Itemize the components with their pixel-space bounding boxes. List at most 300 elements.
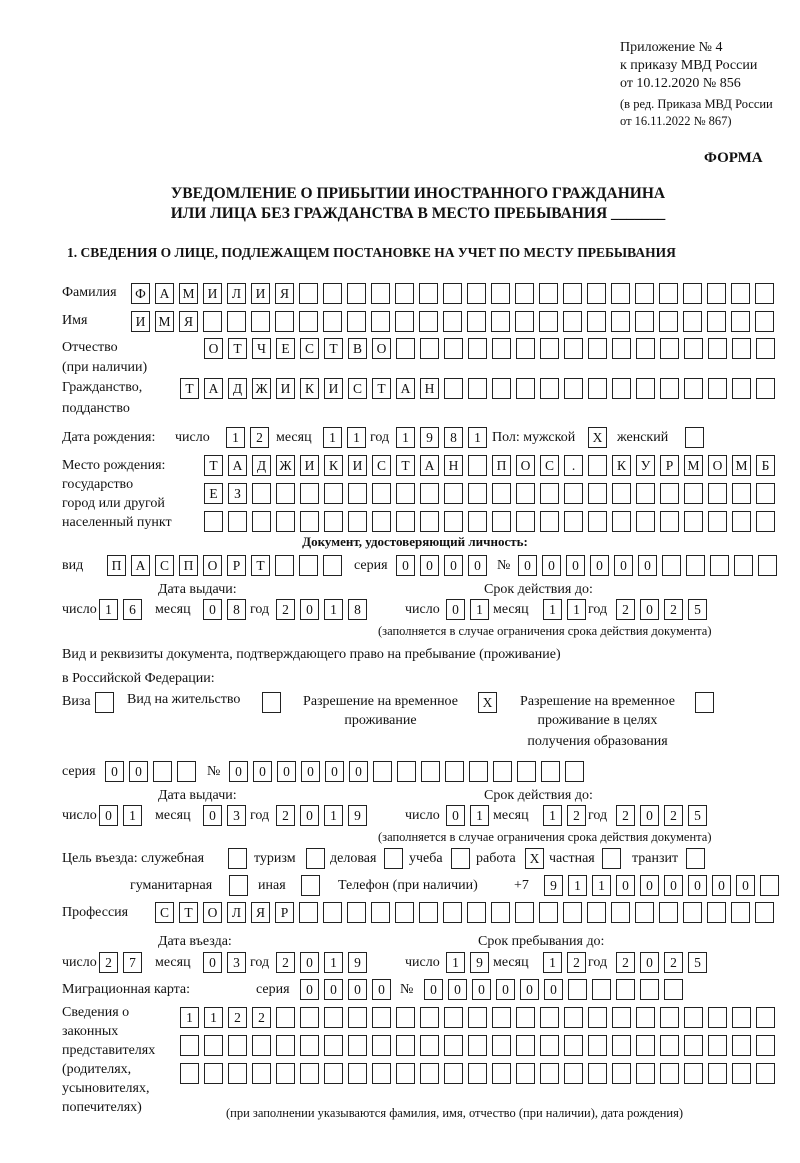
birth-day-box[interactable]: 2 (250, 427, 269, 448)
reps-1-box[interactable] (756, 1007, 775, 1028)
surname-box[interactable] (539, 283, 558, 304)
birthplace-2-box[interactable] (396, 483, 415, 504)
reps-2-box[interactable] (516, 1035, 535, 1056)
doc-number-box[interactable] (421, 761, 440, 782)
birthplace-3-box[interactable] (708, 511, 727, 532)
reps-1-box[interactable] (636, 1007, 655, 1028)
name-box[interactable] (683, 311, 702, 332)
surname-box[interactable]: Л (227, 283, 246, 304)
birthplace-2-box[interactable] (564, 483, 583, 504)
id-series-box[interactable]: 0 (420, 555, 439, 576)
phone-box[interactable] (760, 875, 779, 896)
profession-box[interactable] (611, 902, 630, 923)
phone-box[interactable]: 0 (688, 875, 707, 896)
birthplace-3-box[interactable] (396, 511, 415, 532)
id-number-box[interactable]: 0 (518, 555, 537, 576)
profession-box[interactable]: О (203, 902, 222, 923)
name-box[interactable] (251, 311, 270, 332)
name-box[interactable] (587, 311, 606, 332)
birthplace-2-box[interactable] (300, 483, 319, 504)
citizenship-box[interactable] (684, 378, 703, 399)
id-series-box[interactable]: 0 (444, 555, 463, 576)
reps-3-box[interactable] (180, 1063, 199, 1084)
surname-box[interactable] (731, 283, 750, 304)
birthplace-2-box[interactable] (612, 483, 631, 504)
surname-box[interactable] (299, 283, 318, 304)
id-issue-year-box[interactable]: 1 (324, 599, 343, 620)
doc-number-box[interactable]: 0 (277, 761, 296, 782)
patronymic-box[interactable] (516, 338, 535, 359)
birthplace-3-box[interactable] (372, 511, 391, 532)
surname-box[interactable]: Я (275, 283, 294, 304)
patronymic-box[interactable]: Ч (252, 338, 271, 359)
citizenship-box[interactable] (588, 378, 607, 399)
mc-number-box[interactable]: 0 (544, 979, 563, 1000)
citizenship-box[interactable] (540, 378, 559, 399)
doc-valid-month-box[interactable]: 1 (543, 805, 562, 826)
mc-series-box[interactable]: 0 (300, 979, 319, 1000)
mc-number-box[interactable] (616, 979, 635, 1000)
reps-3-box[interactable] (228, 1063, 247, 1084)
profession-box[interactable] (323, 902, 342, 923)
surname-box[interactable] (467, 283, 486, 304)
p-humanitarian-box[interactable] (229, 875, 248, 896)
patronymic-box[interactable] (732, 338, 751, 359)
p-tourism-box[interactable] (306, 848, 325, 869)
mc-number-box[interactable]: 0 (448, 979, 467, 1000)
profession-box[interactable] (515, 902, 534, 923)
stay-day-box[interactable]: 1 (446, 952, 465, 973)
birthplace-1-box[interactable]: . (564, 455, 583, 476)
citizenship-box[interactable]: А (396, 378, 415, 399)
citizenship-box[interactable]: И (276, 378, 295, 399)
birthplace-3-box[interactable] (660, 511, 679, 532)
profession-box[interactable] (467, 902, 486, 923)
stay-year-box[interactable]: 2 (664, 952, 683, 973)
citizenship-box[interactable]: Н (420, 378, 439, 399)
birthplace-1-box[interactable]: Б (756, 455, 775, 476)
birthplace-1-box[interactable] (468, 455, 487, 476)
citizenship-box[interactable] (468, 378, 487, 399)
profession-box[interactable] (587, 902, 606, 923)
birthplace-2-box[interactable] (252, 483, 271, 504)
reps-3-box[interactable] (636, 1063, 655, 1084)
doc-number-box[interactable] (517, 761, 536, 782)
reps-2-box[interactable] (180, 1035, 199, 1056)
birthplace-1-box[interactable]: И (300, 455, 319, 476)
reps-3-box[interactable] (540, 1063, 559, 1084)
birthplace-1-box[interactable]: Д (252, 455, 271, 476)
citizenship-box[interactable] (756, 378, 775, 399)
p-business-box[interactable] (384, 848, 403, 869)
reps-3-box[interactable] (348, 1063, 367, 1084)
stay-day-box[interactable]: 9 (470, 952, 489, 973)
doc-number-box[interactable]: 0 (229, 761, 248, 782)
doc-number-box[interactable]: 0 (349, 761, 368, 782)
reps-3-box[interactable] (732, 1063, 751, 1084)
reps-2-box[interactable] (732, 1035, 751, 1056)
id-issue-year-box[interactable]: 8 (348, 599, 367, 620)
entry-month-box[interactable]: 3 (227, 952, 246, 973)
id-valid-year-box[interactable]: 2 (664, 599, 683, 620)
name-box[interactable] (347, 311, 366, 332)
id-number-box[interactable]: 0 (614, 555, 633, 576)
reps-2-box[interactable] (636, 1035, 655, 1056)
phone-box[interactable]: 1 (592, 875, 611, 896)
id-number-box[interactable] (662, 555, 681, 576)
doc-issue-month-box[interactable]: 0 (203, 805, 222, 826)
reps-2-box[interactable] (204, 1035, 223, 1056)
birthplace-2-box[interactable]: З (228, 483, 247, 504)
birthplace-3-box[interactable] (564, 511, 583, 532)
p-work-box[interactable]: X (525, 848, 544, 869)
surname-box[interactable] (443, 283, 462, 304)
stay-year-box[interactable]: 5 (688, 952, 707, 973)
birth-year-box[interactable]: 8 (444, 427, 463, 448)
mc-series-box[interactable]: 0 (348, 979, 367, 1000)
birthplace-3-box[interactable] (756, 511, 775, 532)
reps-2-box[interactable] (300, 1035, 319, 1056)
citizenship-box[interactable]: К (300, 378, 319, 399)
profession-box[interactable] (563, 902, 582, 923)
name-box[interactable] (539, 311, 558, 332)
p-study-box[interactable] (451, 848, 470, 869)
reps-2-box[interactable] (540, 1035, 559, 1056)
doc-number-box[interactable] (373, 761, 392, 782)
birthplace-2-box[interactable] (516, 483, 535, 504)
patronymic-box[interactable] (492, 338, 511, 359)
patronymic-box[interactable] (636, 338, 655, 359)
p-private-box[interactable] (602, 848, 621, 869)
name-box[interactable] (635, 311, 654, 332)
id-valid-month-box[interactable]: 1 (543, 599, 562, 620)
birthplace-1-box[interactable]: Т (396, 455, 415, 476)
citizenship-box[interactable]: Т (180, 378, 199, 399)
birthplace-1-box[interactable]: А (228, 455, 247, 476)
phone-box[interactable]: 0 (712, 875, 731, 896)
patronymic-box[interactable] (540, 338, 559, 359)
reps-2-box[interactable] (228, 1035, 247, 1056)
reps-2-box[interactable] (444, 1035, 463, 1056)
reps-3-box[interactable] (516, 1063, 535, 1084)
reps-1-box[interactable]: 1 (204, 1007, 223, 1028)
birthplace-2-box[interactable] (684, 483, 703, 504)
birthplace-2-box[interactable] (444, 483, 463, 504)
name-box[interactable] (395, 311, 414, 332)
birthplace-2-box[interactable]: Е (204, 483, 223, 504)
surname-box[interactable]: И (251, 283, 270, 304)
id-kind-box[interactable] (275, 555, 294, 576)
profession-box[interactable]: Л (227, 902, 246, 923)
reps-1-box[interactable]: 1 (180, 1007, 199, 1028)
profession-box[interactable] (755, 902, 774, 923)
id-issue-month-box[interactable]: 0 (203, 599, 222, 620)
surname-box[interactable] (323, 283, 342, 304)
birthplace-3-box[interactable] (588, 511, 607, 532)
name-box[interactable] (371, 311, 390, 332)
name-box[interactable] (659, 311, 678, 332)
reps-3-box[interactable] (684, 1063, 703, 1084)
stay-month-box[interactable]: 2 (567, 952, 586, 973)
doc-number-box[interactable] (493, 761, 512, 782)
name-box[interactable] (755, 311, 774, 332)
profession-box[interactable]: Р (275, 902, 294, 923)
patronymic-box[interactable] (396, 338, 415, 359)
surname-box[interactable] (611, 283, 630, 304)
reps-2-box[interactable] (468, 1035, 487, 1056)
entry-day-box[interactable]: 2 (99, 952, 118, 973)
birthplace-1-box[interactable]: К (612, 455, 631, 476)
mc-number-box[interactable] (568, 979, 587, 1000)
phone-box[interactable]: 9 (544, 875, 563, 896)
reps-3-box[interactable] (444, 1063, 463, 1084)
birthplace-1-box[interactable] (588, 455, 607, 476)
entry-year-box[interactable]: 0 (300, 952, 319, 973)
birthplace-3-box[interactable] (252, 511, 271, 532)
id-kind-box[interactable]: О (203, 555, 222, 576)
doc-series-box[interactable] (153, 761, 172, 782)
profession-box[interactable]: Т (179, 902, 198, 923)
id-kind-box[interactable]: П (107, 555, 126, 576)
reps-3-box[interactable] (492, 1063, 511, 1084)
doc-valid-month-box[interactable]: 2 (567, 805, 586, 826)
doc-trpe-box[interactable] (695, 692, 714, 713)
citizenship-box[interactable]: Д (228, 378, 247, 399)
doc-issue-day-box[interactable]: 0 (99, 805, 118, 826)
name-box[interactable] (203, 311, 222, 332)
citizenship-box[interactable] (660, 378, 679, 399)
patronymic-box[interactable]: Т (228, 338, 247, 359)
reps-2-box[interactable] (348, 1035, 367, 1056)
name-box[interactable] (323, 311, 342, 332)
citizenship-box[interactable]: Ж (252, 378, 271, 399)
doc-issue-day-box[interactable]: 1 (123, 805, 142, 826)
doc-valid-year-box[interactable]: 2 (664, 805, 683, 826)
birthplace-2-box[interactable] (468, 483, 487, 504)
mc-number-box[interactable]: 0 (472, 979, 491, 1000)
doc-valid-year-box[interactable]: 0 (640, 805, 659, 826)
sex-female-box[interactable] (685, 427, 704, 448)
reps-1-box[interactable] (468, 1007, 487, 1028)
reps-1-box[interactable] (300, 1007, 319, 1028)
birthplace-1-box[interactable]: А (420, 455, 439, 476)
doc-issue-year-box[interactable]: 0 (300, 805, 319, 826)
p-other-box[interactable] (301, 875, 320, 896)
id-kind-box[interactable]: Т (251, 555, 270, 576)
id-series-box[interactable]: 0 (396, 555, 415, 576)
birth-day-box[interactable]: 1 (226, 427, 245, 448)
citizenship-box[interactable]: С (348, 378, 367, 399)
birthplace-2-box[interactable] (276, 483, 295, 504)
birthplace-1-box[interactable]: С (372, 455, 391, 476)
profession-box[interactable] (371, 902, 390, 923)
citizenship-box[interactable]: Т (372, 378, 391, 399)
reps-3-box[interactable] (276, 1063, 295, 1084)
patronymic-box[interactable] (588, 338, 607, 359)
mc-number-box[interactable] (664, 979, 683, 1000)
reps-2-box[interactable] (564, 1035, 583, 1056)
profession-box[interactable] (491, 902, 510, 923)
patronymic-box[interactable] (564, 338, 583, 359)
reps-3-box[interactable] (564, 1063, 583, 1084)
doc-number-box[interactable] (541, 761, 560, 782)
doc-number-box[interactable] (397, 761, 416, 782)
reps-2-box[interactable] (588, 1035, 607, 1056)
patronymic-box[interactable]: О (204, 338, 223, 359)
surname-box[interactable] (395, 283, 414, 304)
name-box[interactable]: И (131, 311, 150, 332)
doc-valid-day-box[interactable]: 1 (470, 805, 489, 826)
doc-valid-year-box[interactable]: 5 (688, 805, 707, 826)
mc-number-box[interactable] (640, 979, 659, 1000)
id-kind-box[interactable]: А (131, 555, 150, 576)
reps-1-box[interactable] (420, 1007, 439, 1028)
reps-1-box[interactable] (564, 1007, 583, 1028)
surname-box[interactable] (587, 283, 606, 304)
reps-3-box[interactable] (372, 1063, 391, 1084)
id-number-box[interactable] (758, 555, 777, 576)
patronymic-box[interactable] (660, 338, 679, 359)
citizenship-box[interactable] (492, 378, 511, 399)
doc-number-box[interactable] (445, 761, 464, 782)
id-number-box[interactable]: 0 (638, 555, 657, 576)
birthplace-1-box[interactable]: Р (660, 455, 679, 476)
citizenship-box[interactable] (516, 378, 535, 399)
id-valid-year-box[interactable]: 2 (616, 599, 635, 620)
reps-3-box[interactable] (588, 1063, 607, 1084)
birthplace-1-box[interactable]: О (516, 455, 535, 476)
phone-box[interactable]: 1 (568, 875, 587, 896)
profession-box[interactable] (299, 902, 318, 923)
birthplace-1-box[interactable]: Ж (276, 455, 295, 476)
patronymic-box[interactable] (684, 338, 703, 359)
id-kind-box[interactable]: Р (227, 555, 246, 576)
reps-3-box[interactable] (708, 1063, 727, 1084)
name-box[interactable] (443, 311, 462, 332)
birthplace-3-box[interactable] (420, 511, 439, 532)
id-issue-day-box[interactable]: 6 (123, 599, 142, 620)
name-box[interactable]: Я (179, 311, 198, 332)
birthplace-2-box[interactable] (324, 483, 343, 504)
surname-box[interactable] (515, 283, 534, 304)
patronymic-box[interactable] (708, 338, 727, 359)
birthplace-2-box[interactable] (708, 483, 727, 504)
doc-series-box[interactable]: 0 (105, 761, 124, 782)
birth-year-box[interactable]: 1 (396, 427, 415, 448)
id-issue-day-box[interactable]: 1 (99, 599, 118, 620)
birthplace-3-box[interactable] (468, 511, 487, 532)
profession-box[interactable]: С (155, 902, 174, 923)
mc-number-box[interactable]: 0 (496, 979, 515, 1000)
birthplace-3-box[interactable] (684, 511, 703, 532)
name-box[interactable] (467, 311, 486, 332)
surname-box[interactable] (419, 283, 438, 304)
reps-3-box[interactable] (396, 1063, 415, 1084)
doc-number-box[interactable] (469, 761, 488, 782)
reps-1-box[interactable] (660, 1007, 679, 1028)
id-number-box[interactable] (710, 555, 729, 576)
profession-box[interactable] (683, 902, 702, 923)
reps-1-box[interactable] (684, 1007, 703, 1028)
patronymic-box[interactable]: Е (276, 338, 295, 359)
reps-1-box[interactable] (612, 1007, 631, 1028)
mc-number-box[interactable]: 0 (424, 979, 443, 1000)
doc-number-box[interactable] (565, 761, 584, 782)
name-box[interactable] (731, 311, 750, 332)
birthplace-3-box[interactable] (516, 511, 535, 532)
mc-series-box[interactable]: 0 (324, 979, 343, 1000)
doc-series-box[interactable]: 0 (129, 761, 148, 782)
id-valid-year-box[interactable]: 0 (640, 599, 659, 620)
patronymic-box[interactable] (444, 338, 463, 359)
name-box[interactable]: М (155, 311, 174, 332)
doc-valid-day-box[interactable]: 0 (446, 805, 465, 826)
name-box[interactable] (515, 311, 534, 332)
patronymic-box[interactable] (756, 338, 775, 359)
profession-box[interactable]: Я (251, 902, 270, 923)
profession-box[interactable] (731, 902, 750, 923)
id-valid-day-box[interactable]: 1 (470, 599, 489, 620)
reps-3-box[interactable] (660, 1063, 679, 1084)
surname-box[interactable] (707, 283, 726, 304)
mc-number-box[interactable]: 0 (520, 979, 539, 1000)
profession-box[interactable] (443, 902, 462, 923)
profession-box[interactable] (347, 902, 366, 923)
birthplace-2-box[interactable] (588, 483, 607, 504)
surname-box[interactable] (491, 283, 510, 304)
reps-2-box[interactable] (420, 1035, 439, 1056)
citizenship-box[interactable] (708, 378, 727, 399)
reps-1-box[interactable] (708, 1007, 727, 1028)
reps-1-box[interactable] (540, 1007, 559, 1028)
birthplace-1-box[interactable]: П (492, 455, 511, 476)
surname-box[interactable] (371, 283, 390, 304)
name-box[interactable] (707, 311, 726, 332)
birthplace-1-box[interactable]: М (732, 455, 751, 476)
patronymic-box[interactable] (420, 338, 439, 359)
name-box[interactable] (419, 311, 438, 332)
mc-number-box[interactable] (592, 979, 611, 1000)
birthplace-2-box[interactable] (540, 483, 559, 504)
doc-trp-box[interactable]: X (478, 692, 497, 713)
birthplace-1-box[interactable]: Т (204, 455, 223, 476)
birthplace-3-box[interactable] (228, 511, 247, 532)
birthplace-3-box[interactable] (348, 511, 367, 532)
birthplace-3-box[interactable] (444, 511, 463, 532)
birth-year-box[interactable]: 1 (468, 427, 487, 448)
reps-1-box[interactable] (276, 1007, 295, 1028)
birthplace-2-box[interactable] (756, 483, 775, 504)
birth-month-box[interactable]: 1 (323, 427, 342, 448)
stay-year-box[interactable]: 0 (640, 952, 659, 973)
reps-1-box[interactable] (732, 1007, 751, 1028)
phone-box[interactable]: 0 (736, 875, 755, 896)
birthplace-3-box[interactable] (732, 511, 751, 532)
id-issue-year-box[interactable]: 2 (276, 599, 295, 620)
birth-month-box[interactable]: 1 (347, 427, 366, 448)
birthplace-3-box[interactable] (492, 511, 511, 532)
profession-box[interactable] (419, 902, 438, 923)
birth-year-box[interactable]: 9 (420, 427, 439, 448)
name-box[interactable] (227, 311, 246, 332)
birthplace-1-box[interactable]: О (708, 455, 727, 476)
phone-box[interactable]: 0 (640, 875, 659, 896)
reps-1-box[interactable]: 2 (252, 1007, 271, 1028)
surname-box[interactable] (755, 283, 774, 304)
citizenship-box[interactable]: И (324, 378, 343, 399)
birthplace-2-box[interactable] (732, 483, 751, 504)
birthplace-3-box[interactable] (636, 511, 655, 532)
